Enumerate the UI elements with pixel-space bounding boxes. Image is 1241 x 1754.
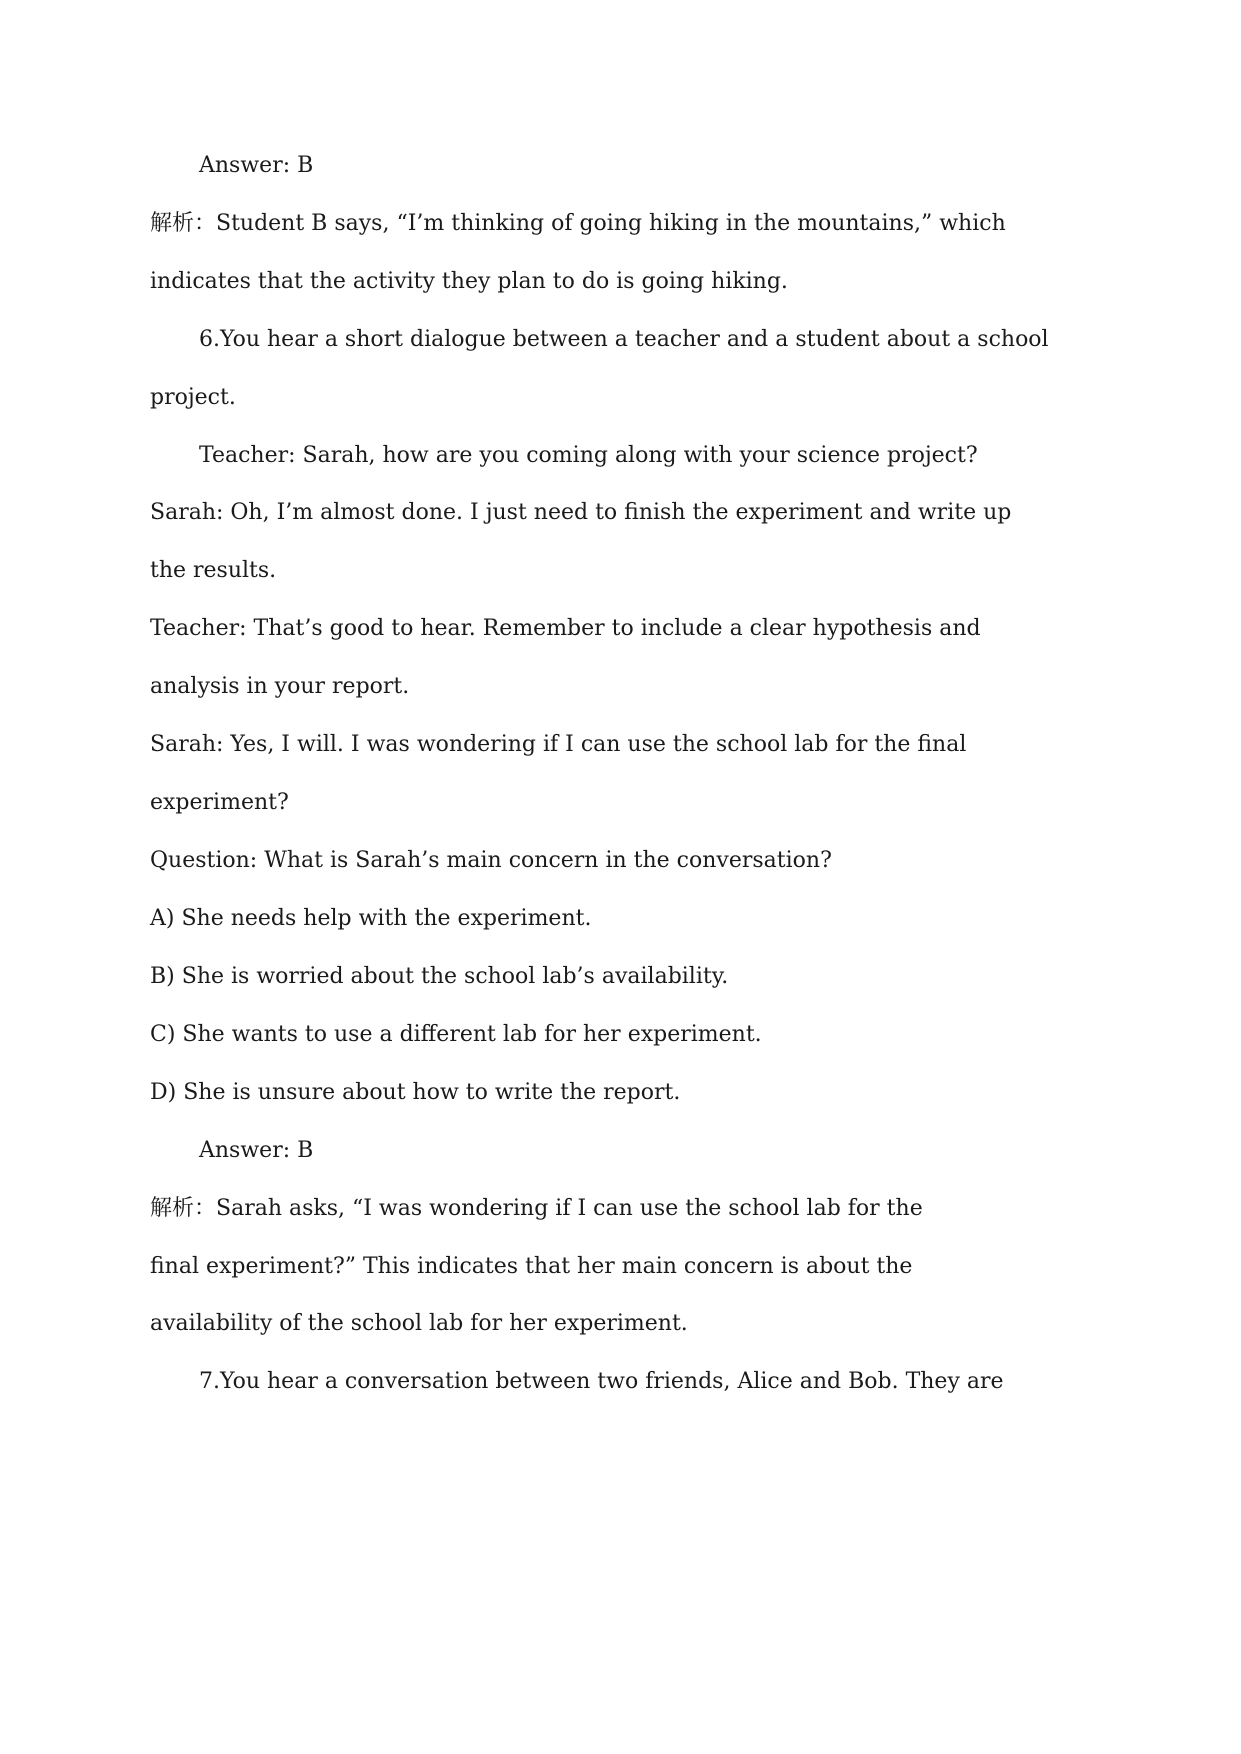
explanation-6-line-1: 解析：Sarah asks, “I was wondering if I can use the school lab for the <box>150 1196 923 1221</box>
dialogue-teacher-2-line-2: analysis in your report. <box>150 674 410 699</box>
answer-line-6: Answer: B <box>199 1138 314 1163</box>
explanation-5-line-1: 解析：Student B says, “I’m thinking of going hiking in the mountains,” which <box>150 211 1006 236</box>
option-a: A) She needs help with the experiment. <box>150 906 592 931</box>
explanation-6-line-2: final experiment?” This indicates that her main concern is about the <box>150 1254 913 1279</box>
dialogue-sarah-2-line-2: experiment? <box>150 790 289 815</box>
explanation-5-line-2: indicates that the activity they plan to do is going hiking. <box>150 269 788 294</box>
question-6-line-1: 6.You hear a short dialogue between a teacher and a student about a school <box>199 327 1049 352</box>
dialogue-teacher-2-line-1: Teacher: That’s good to hear. Remember to include a clear hypothesis and <box>150 616 981 641</box>
question-6-line-2: project. <box>150 385 236 410</box>
dialogue-sarah-1-line-1: Sarah: Oh, I’m almost done. I just need to finish the experiment and write up <box>150 500 1012 525</box>
question-6-prompt: Question: What is Sarah’s main concern in the conversation? <box>150 848 832 873</box>
dialogue-sarah-2-line-1: Sarah: Yes, I will. I was wondering if I can use the school lab for the final <box>150 732 967 757</box>
answer-line-5: Answer: B <box>199 153 314 178</box>
option-c: C) She wants to use a different lab for her experiment. <box>150 1022 762 1047</box>
question-7-line-1: 7.You hear a conversation between two friends, Alice and Bob. They are <box>199 1369 1004 1394</box>
option-d: D) She is unsure about how to write the report. <box>150 1080 681 1105</box>
dialogue-teacher-1: Teacher: Sarah, how are you coming along with your science project? <box>199 443 978 468</box>
dialogue-sarah-1-line-2: the results. <box>150 558 277 583</box>
explanation-6-line-3: availability of the school lab for her experiment. <box>150 1311 688 1336</box>
option-b: B) She is worried about the school lab’s availability. <box>150 964 729 989</box>
